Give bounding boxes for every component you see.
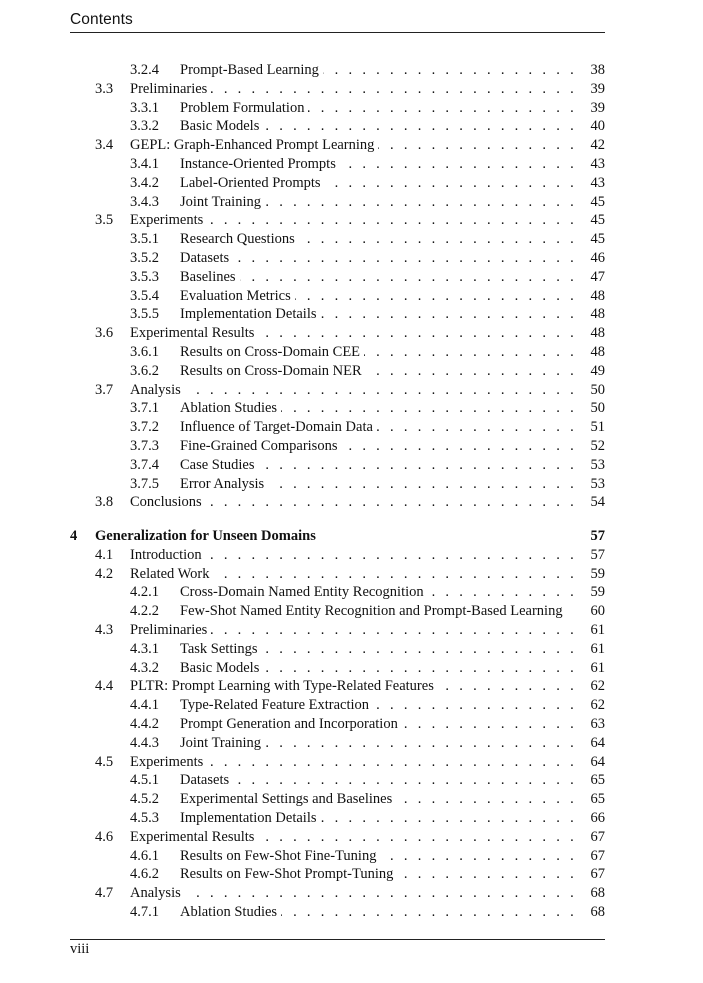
toc-entry-number: 3.8 (95, 494, 114, 511)
toc-entry-title: Type-Related Feature Extraction (180, 697, 373, 713)
toc-entry-title-leader (130, 828, 577, 846)
toc-entry-number: 3.5.2 (130, 250, 159, 266)
toc-entry-title-leader (180, 437, 577, 455)
toc-entry-page: 39 (590, 80, 605, 97)
toc-section-entry[interactable] (95, 828, 605, 846)
toc-entry-number: 3.3.2 (130, 118, 159, 135)
toc-entry-title: Error Analysis (180, 476, 268, 492)
toc-entry-title-leader (180, 602, 577, 620)
toc-entry-title-leader (95, 527, 577, 545)
toc-entry-page: 62 (590, 697, 605, 714)
toc-entry-number: 3.6.2 (130, 362, 159, 379)
toc-entry-title: Datasets (180, 250, 233, 266)
toc-entry-number: 3.4.3 (130, 193, 159, 210)
toc-entry-title: Results on Cross-Domain CEE (180, 344, 364, 360)
toc-entry-title: Label-Oriented Prompts (180, 175, 325, 191)
toc-entry-number: 4.5.1 (130, 772, 159, 789)
toc-entry-page: 43 (590, 156, 605, 172)
toc-entry-number: 4.2 (95, 565, 114, 582)
toc-section-entry[interactable] (95, 211, 605, 229)
toc-entry-number: 4 (70, 528, 78, 545)
toc-entry-title: Implementation Details (180, 810, 321, 826)
toc-entry-number: 3.6 (95, 325, 114, 342)
toc-entry-title-leader (180, 734, 577, 752)
toc-entry-number: 4.3 (95, 621, 114, 638)
toc-entry-number: 3.7.1 (130, 400, 159, 417)
toc-subsection-entry[interactable] (95, 174, 605, 192)
toc-section-entry[interactable] (95, 677, 605, 695)
toc-entry-title-leader (180, 249, 577, 267)
toc-subsection-entry[interactable] (95, 903, 605, 921)
toc-subsection-entry[interactable] (95, 583, 605, 601)
toc-section-entry[interactable] (95, 324, 605, 342)
toc-subsection-entry[interactable] (95, 715, 605, 733)
toc-entry-page: 67 (590, 866, 605, 883)
toc-subsection-entry[interactable] (95, 268, 605, 286)
toc-entry-page: 68 (590, 885, 605, 902)
toc-entry-title: Results on Few-Shot Fine-Tuning (180, 848, 380, 864)
toc-entry-title: Joint Training (180, 735, 265, 751)
toc-entry-title-leader (130, 136, 577, 154)
toc-entry-title: Results on Few-Shot Prompt-Tuning (180, 866, 397, 882)
toc-entry-number: 4.2.2 (130, 603, 159, 620)
toc-entry-page: 65 (590, 772, 605, 789)
toc-entry-title-leader (180, 583, 577, 601)
toc-entry-page: 48 (590, 325, 605, 342)
toc-subsection-entry[interactable] (95, 249, 605, 267)
toc-entry-page: 60 (590, 603, 605, 620)
toc-entry-page: 42 (590, 137, 605, 154)
toc-entry-title-leader (180, 362, 577, 380)
toc-entry-number: 4.4.3 (130, 734, 159, 751)
toc-entry-title-leader (180, 399, 577, 417)
toc-entry-page: 45 (590, 231, 605, 248)
toc-entry-page: 48 (590, 306, 605, 323)
toc-entry-number: 3.5.5 (130, 306, 159, 323)
toc-entry-page: 52 (590, 438, 605, 454)
toc-entry-page: 51 (590, 419, 605, 436)
toc-entry-page: 38 (590, 62, 605, 78)
toc-subsection-entry[interactable] (95, 343, 605, 361)
toc-entry-page: 61 (590, 659, 605, 676)
toc-entry-title-leader (180, 287, 577, 305)
toc-entry-number: 3.2.4 (130, 62, 159, 78)
toc-entry-title: Problem Formulation (180, 100, 308, 116)
toc-entry-number: 3.7.3 (130, 438, 159, 454)
toc-subsection-entry[interactable] (95, 230, 605, 248)
toc-entry-title-leader (130, 381, 577, 399)
toc-subsection-entry[interactable] (95, 790, 605, 808)
toc-entry-number: 3.5.1 (130, 231, 159, 248)
toc-entry-number: 4.6 (95, 828, 114, 845)
toc-entry-title-leader (180, 117, 577, 135)
toc-entry-title: Baselines (180, 269, 240, 285)
toc-entry-title-leader (180, 456, 577, 474)
toc-entry-page: 63 (590, 715, 605, 732)
header-title: Contents (70, 11, 133, 28)
toc-entry-title-leader (130, 324, 577, 342)
toc-entry-page: 46 (590, 250, 605, 266)
toc-entry-page: 61 (590, 621, 605, 638)
toc-entry-page: 43 (590, 174, 605, 191)
toc-entry-page: 45 (590, 212, 605, 229)
toc-entry-title-leader (180, 268, 577, 286)
toc-entry-page: 50 (590, 400, 605, 417)
toc-entry-number: 3.6.1 (130, 344, 159, 360)
toc-entry-title-leader (180, 865, 577, 883)
toc-entry-title-leader (180, 640, 577, 658)
toc-entry-title-leader (130, 493, 577, 511)
toc-entry-number: 3.5.3 (130, 268, 159, 285)
toc-subsection-entry[interactable] (95, 659, 605, 677)
toc-entry-number: 3.7.4 (130, 456, 159, 473)
toc-entry-page: 53 (590, 475, 605, 492)
toc-entry-page: 64 (590, 753, 605, 770)
toc-entry-title-leader (180, 790, 577, 808)
toc-entry-title: Experimental Results (130, 829, 258, 845)
toc-entry-page: 47 (590, 268, 605, 285)
toc-entry-title: Instance-Oriented Prompts (180, 156, 340, 172)
toc-entry-title-leader (130, 621, 577, 639)
toc-entry-number: 4.7.1 (130, 903, 159, 920)
toc-entry-page: 49 (590, 362, 605, 379)
toc-section-entry[interactable] (95, 546, 605, 564)
toc-entry-number: 4.5.2 (130, 791, 159, 808)
toc-entry-page: 53 (590, 456, 605, 473)
toc-entry-page: 66 (590, 809, 605, 826)
toc-subsection-entry[interactable] (95, 734, 605, 752)
toc-entry-page: 45 (590, 193, 605, 210)
toc-entry-title-leader (130, 211, 577, 229)
toc-subsection-entry[interactable] (95, 847, 605, 865)
toc-entry-title: Fine-Grained Comparisons (180, 438, 341, 454)
toc-entry-page: 50 (590, 381, 605, 398)
toc-entry-title: Results on Cross-Domain NER (180, 363, 366, 379)
toc-subsection-entry[interactable] (95, 287, 605, 305)
toc-entry-number: 4.7 (95, 885, 114, 902)
toc-entry-title: Ablation Studies (180, 904, 281, 920)
toc-entry-page: 64 (590, 734, 605, 751)
toc-entry-page: 57 (590, 546, 605, 563)
toc-section-entry[interactable] (95, 884, 605, 902)
toc-section-entry[interactable] (95, 381, 605, 399)
toc-subsection-entry[interactable] (95, 61, 605, 79)
toc-entry-page: 62 (590, 678, 605, 695)
toc-subsection-entry[interactable] (95, 155, 605, 173)
toc-entry-title: Related Work (130, 566, 214, 582)
toc-entry-number: 4.3.1 (130, 640, 159, 657)
toc-entry-title: Few-Shot Named Entity Recognition and Prompt-Based Learning (180, 603, 567, 619)
toc-entry-title: Preliminaries (130, 81, 211, 97)
toc-entry-title: Experiments (130, 754, 207, 770)
toc-entry-page: 40 (590, 118, 605, 135)
toc-entry-title: Implementation Details (180, 306, 321, 322)
toc-subsection-entry[interactable] (95, 362, 605, 380)
toc-subsection-entry[interactable] (95, 193, 605, 211)
toc-entry-page: 54 (590, 494, 605, 511)
toc-entry-title: GEPL: Graph-Enhanced Prompt Learning (130, 137, 378, 153)
toc-entry-number: 4.2.1 (130, 584, 159, 601)
toc-subsection-entry[interactable] (95, 475, 605, 493)
toc-entry-title: Case Studies (180, 457, 259, 473)
toc-entry-page: 68 (590, 903, 605, 920)
toc-section-entry[interactable] (95, 493, 605, 511)
toc-entry-number: 4.6.2 (130, 866, 159, 883)
toc-entry-title: Ablation Studies (180, 400, 281, 416)
toc-entry-title-leader (180, 305, 577, 323)
toc-entry-page: 67 (590, 847, 605, 864)
toc-chapter-entry[interactable] (70, 527, 605, 545)
toc-entry-title-leader (130, 677, 577, 695)
toc-section-entry[interactable] (95, 80, 605, 98)
toc-section-entry[interactable] (95, 136, 605, 154)
toc-subsection-entry[interactable] (95, 696, 605, 714)
toc-entry-number: 3.7.5 (130, 475, 159, 492)
toc-entry-title-leader (180, 99, 577, 117)
toc-entry-title: Cross-Domain Named Entity Recognition (180, 584, 428, 600)
toc-entry-number: 3.7 (95, 381, 114, 398)
toc-entry-title: Introduction (130, 547, 206, 563)
toc-subsection-entry[interactable] (95, 399, 605, 417)
toc-entry-page: 59 (590, 565, 605, 582)
toc-entry-number: 4.5 (95, 753, 114, 770)
toc-entry-number: 3.5.4 (130, 287, 159, 304)
toc-entry-title-leader (180, 771, 577, 789)
toc-entry-number: 4.1 (95, 546, 114, 563)
toc-entry-number: 4.4.1 (130, 697, 159, 714)
toc-subsection-entry[interactable] (95, 640, 605, 658)
toc-entry-title: Experimental Results (130, 325, 258, 341)
toc-entry-title: Basic Models (180, 118, 263, 134)
toc-entry-number: 3.7.2 (130, 419, 159, 436)
toc-entry-title: PLTR: Prompt Learning with Type-Related Features (130, 678, 438, 694)
toc-subsection-entry[interactable] (95, 771, 605, 789)
toc-entry-title-leader (130, 565, 577, 583)
toc-section-entry[interactable] (95, 565, 605, 583)
toc-entry-number: 3.5 (95, 212, 114, 229)
toc-entry-page: 39 (590, 99, 605, 116)
toc-entry-page: 48 (590, 344, 605, 360)
toc-entry-title-leader (180, 61, 577, 79)
toc-entry-title: Prompt Generation and Incorporation (180, 716, 402, 732)
toc-section-entry[interactable] (95, 621, 605, 639)
toc-entry-title-leader (180, 475, 577, 493)
toc-entry-title: Analysis (130, 382, 185, 398)
toc-entry-title: Task Settings (180, 641, 262, 657)
toc-entry-title-leader (180, 659, 577, 677)
toc-entry-page: 59 (590, 584, 605, 601)
toc-subsection-entry[interactable] (95, 456, 605, 474)
toc-entry-page: 48 (590, 287, 605, 304)
toc-entry-page: 65 (590, 791, 605, 808)
toc-entry-number: 3.3.1 (130, 99, 159, 116)
toc-entry-number: 4.3.2 (130, 659, 159, 676)
toc-entry-number: 4.4 (95, 678, 114, 695)
toc-section-entry[interactable] (95, 753, 605, 771)
toc-entry-page: 57 (590, 528, 605, 545)
toc-subsection-entry[interactable] (95, 865, 605, 883)
toc-subsection-entry[interactable] (95, 305, 605, 323)
footer-page-number: viii (70, 941, 90, 957)
toc-subsection-entry[interactable] (95, 602, 605, 620)
toc-entry-number: 3.3 (95, 80, 114, 97)
toc-entry-title-leader (180, 696, 577, 714)
toc-entry-title-leader (130, 753, 577, 771)
toc-entry-title: Basic Models (180, 660, 263, 676)
toc-entry-title-leader (180, 809, 577, 827)
toc-subsection-entry[interactable] (95, 809, 605, 827)
toc-subsection-entry[interactable] (95, 99, 605, 117)
toc-entry-title-leader (130, 546, 577, 564)
toc-entry-title: Preliminaries (130, 622, 211, 638)
toc-entry-title-leader (180, 155, 577, 173)
toc-entry-title: Research Questions (180, 231, 299, 247)
toc-entry-title: Joint Training (180, 194, 265, 210)
toc-entry-title: Prompt-Based Learning (180, 62, 323, 78)
toc-subsection-entry[interactable] (95, 117, 605, 135)
toc-entry-title: Analysis (130, 885, 185, 901)
toc-entry-title: Conclusions (130, 494, 206, 510)
toc-entry-number: 3.4.1 (130, 156, 159, 172)
toc-entry-title: Influence of Target-Domain Data (180, 419, 377, 435)
toc-entry-title-leader (180, 903, 577, 921)
footer-divider (70, 939, 605, 940)
toc-entry-number: 4.5.3 (130, 809, 159, 826)
toc-entry-title-leader (180, 174, 577, 192)
toc-entry-title: Generalization for Unseen Domains (95, 528, 320, 544)
toc-entry-title-leader (180, 230, 577, 248)
toc-entry-title: Experiments (130, 212, 207, 228)
toc-entry-page: 61 (590, 640, 605, 657)
toc-entry-number: 4.6.1 (130, 847, 159, 864)
toc-entry-title-leader (130, 884, 577, 902)
toc-subsection-entry[interactable] (95, 418, 605, 436)
toc-entry-number: 3.4.2 (130, 174, 159, 191)
toc-entry-title-leader (130, 80, 577, 98)
toc-entry-number: 3.4 (95, 137, 114, 154)
toc-entry-title-leader (180, 418, 577, 436)
toc-subsection-entry[interactable] (95, 437, 605, 455)
toc-entry-title: Experimental Settings and Baselines (180, 791, 396, 807)
toc-entry-title: Evaluation Metrics (180, 288, 295, 304)
toc-entry-title: Datasets (180, 772, 233, 788)
toc-entry-title-leader (180, 193, 577, 211)
toc-entry-page: 67 (590, 828, 605, 845)
toc-entry-number: 4.4.2 (130, 715, 159, 732)
toc-entry-title-leader (180, 343, 577, 361)
toc-entry-title-leader (180, 847, 577, 865)
toc-entry-title-leader (180, 715, 577, 733)
